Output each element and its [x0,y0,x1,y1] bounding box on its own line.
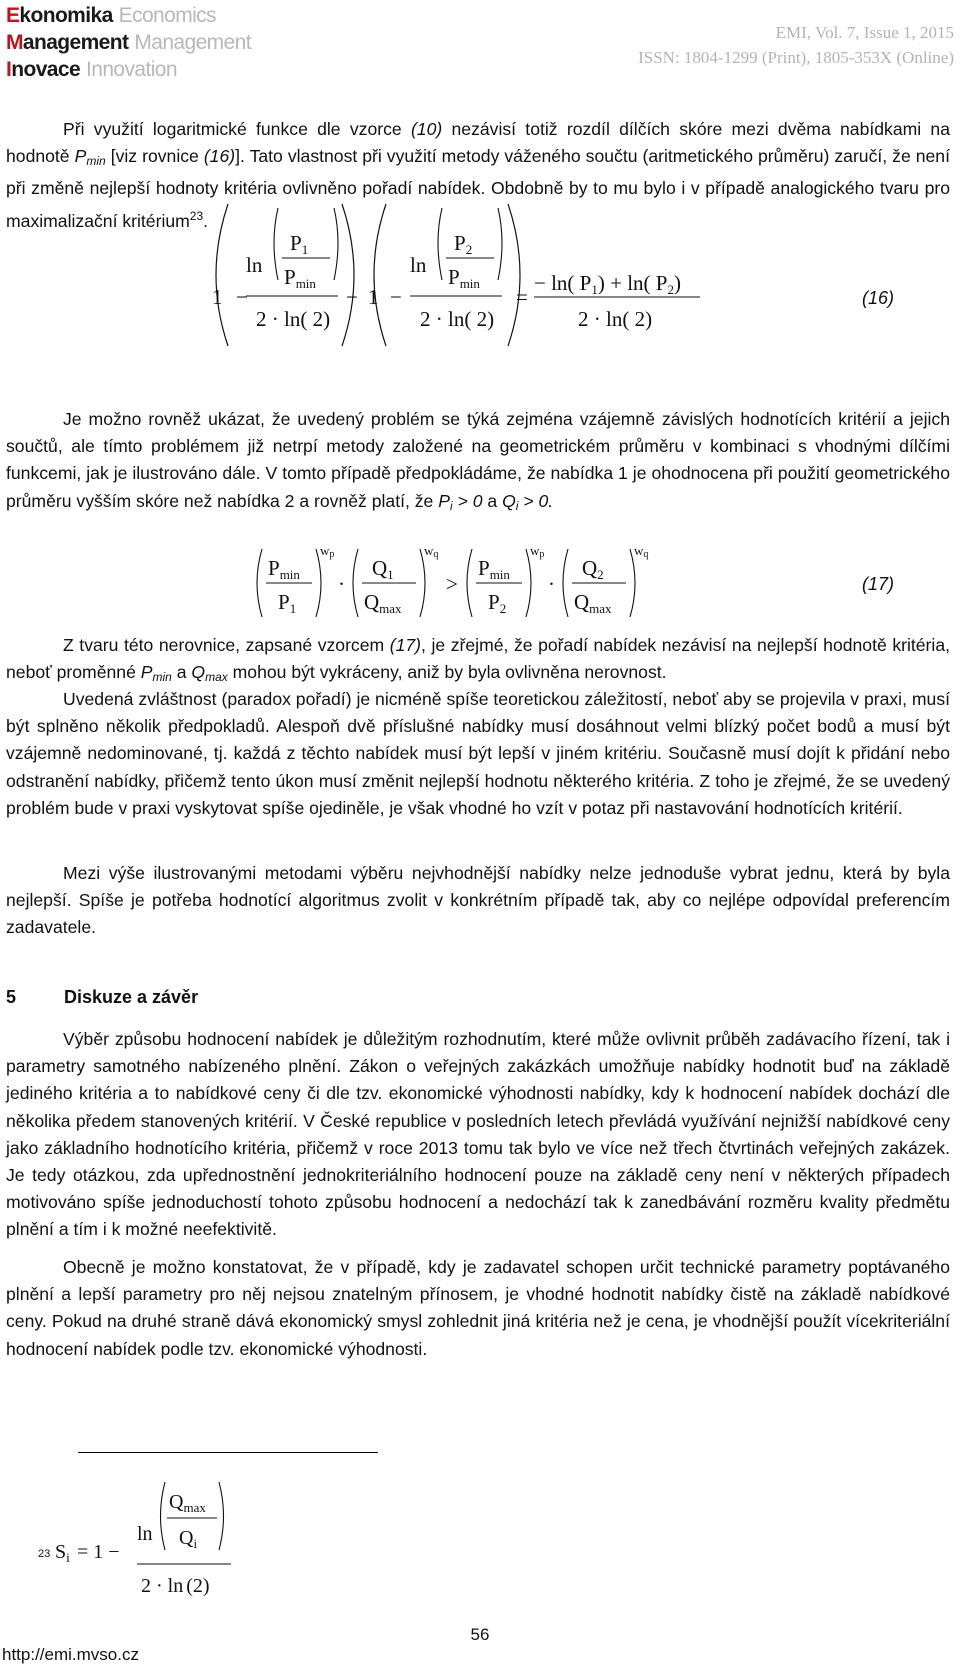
paragraph-methods: Mezi výše ilustrovanými metodami výběru nejvhodnější nabídky nelze jednoduše vybrat jednu, která by byla nejlepší. Spíše je potřeba hodnotící algoritmus zvolit v konkrétním případě tak, aby co nejlépe odpovídal preferencím zadavatele. [6,863,950,938]
masthead-en-management: Management [134,31,251,54]
journal-volume: EMI, Vol. 7, Issue 1, 2015 [775,23,954,42]
equation-17 [250,545,700,625]
eq16-rhs-numerator: − ln( P1) + ln( P2) [534,271,681,297]
ref-eq16: (16) [203,146,236,167]
eq17-dot-2: · [548,572,555,596]
footnote-equation [55,1478,295,1608]
masthead-en-innovation: Innovation [86,58,177,81]
eq16-equals: = [516,285,528,309]
eq17-wp-1: wp [320,545,335,560]
paragraph-log-function: Při využití logaritmické funkce dle vzorce (10) nezávisí totiž rozdíl dílčích skóre mezi dvěma nabídkami na hodnotě $P_{min}$ [viz rovnice (16)]. Tato vlastnost při využití metody váženého součtu (aritmetického průměru) zaručí, že není při změně nejlepší hodnoty kritéria ovlivněno pořadí nabídek. Obdobně by to mu bylo i v případě analogického tvaru pro maximalizační kritérium$^{23}$. [6,119,950,231]
section-number: 5 [6,987,17,1007]
eq16-minus-2: − [390,285,402,309]
eq16-pmin-2: Pmin [448,265,480,291]
eq16-rhs-den: 2 · ln( 2) [578,307,653,331]
masthead-cz-management: Management [6,31,129,54]
paragraph-geometric-mean: Je možno rovněž ukázat, že uvedený problém se týká zejména vzájemně závislých hodnotících kritérií a jejich součtů, ale tímto problémem již netrpí metody založené na geometrickém průměru v kombinaci s vhodnými dílčími funkcemi, jak je ilustrováno dále. V tomto případě předpokládáme, že nabídka 1 je ohodnocena při použití geometrického průměru vyšším skóre než nabídka 2 a rovněž platí, že $P_i > 0$ a $Q_i > 0$. [6,409,950,513]
fn-qi: $Q_i$ [179,1527,198,1551]
section-heading [6,987,198,1008]
eq17-wq-2: wq [634,545,649,560]
eq17-q2: Q2 [582,556,604,582]
equation-16 [190,200,910,350]
masthead-row-management [6,29,251,56]
eq17-p1: P1 [278,590,297,616]
ref-eq10: (10) [410,119,443,139]
page-number: 56 [470,1625,490,1644]
paragraph-conclusion: Obecně je možno konstatovat, že v případě, kdy je zadavatel schopen určit technické parametry poptávaného plnění a lepší parametry pro něj nejsou znatelným přínosem, je vhodné hodnotit nabídky čistě na základě nabídkové ceny. Pokud na druhé straně dává ekonomický smysl zohlednit jiná kritéria než je cena, je vhodnější použít vícekriteriální hodnocení nabídek podle tzv. ekonomické výhodnosti. [6,1257,950,1359]
masthead-cz-innovation: Inovace [6,58,81,81]
fn-ln: ln [137,1523,153,1545]
footnote-mark: 23 [38,1548,51,1560]
eq17-q1: Q1 [372,556,394,582]
eq16-ln-1: ln [246,253,263,277]
eq17-qmax-2: Qmax [574,590,612,616]
eq16-ln-2: ln [410,253,427,277]
journal-masthead [6,2,251,83]
eq17-wq-1: wq [424,545,439,560]
masthead-row-economics [6,2,251,29]
eq17-p2: P2 [488,590,507,616]
fn-den: 2 · ln (2) [141,1575,210,1597]
journal-info [638,20,954,70]
eq16-den-2: 2 · ln( 2) [420,307,495,331]
eq16-den-1: 2 · ln( 2) [256,307,331,331]
ref-eq17: (17) [389,635,422,655]
footer-url[interactable]: http://emi.mvso.cz [2,1645,139,1664]
eq16-minus-mid: − [346,285,358,309]
paragraph-inequality: Z tvaru této nerovnice, zapsané vzorcem (17), je zřejmé, že pořadí nabídek nezávisí na nejlepší hodnotě kritéria, neboť proměnné $P_{min}$ a $Q_{max}$ mohou být vykráceny, aniž by byla ovlivněna nerovnost. [6,635,950,685]
journal-issn: ISSN: 1804-1299 (Print), 1805-353X (Online) [638,48,954,67]
equation-number-16: (16) [862,288,895,308]
eq17-greater-than: > [446,572,458,596]
paragraph-evaluation: Výběr způsobu hodnocení nabídek je důležitým rozhodnutím, které může ovlivnit průběh zadávacího řízení, tak i parametry samotného nabízeného plnění. Zákon o veřejných zakázkách umožňuje nabídky hodnotit buď na základě jediného kritéria a to nabídkové ceny či dle tzv. ekonomické výhodnosti nabídky, kdy k hodnocení nabídek dochází dle několika předem stanovených kritérií. V České republice v posledních letech převládá využívání nejnižší nabídkové ceny jako základního hodnotícího kritéria, přičemž v roce 2013 tomu tak bylo ve více než třech čtvrtinách veřejných zakázek. Je tedy otázkou, zda upřednostnění jednokriteriálního hodnocení pouze na základě ceny není v některých případech motivováno spíše jednoduchostí tohoto způsobu hodnocení a nedochází tak k zanedbávání rozměru kvality předmětu plnění a tím i k možné neefektivitě. [6,1029,950,1240]
eq16-one-1: 1 [212,285,223,309]
footnote-ref-23[interactable]: 23 [189,208,204,223]
eq16-pmin-1: Pmin [284,265,316,291]
fn-si: $S_i$ [55,1541,70,1565]
eq16-p1: P1 [290,231,309,257]
eq17-pmin-1: Pmin [268,556,300,582]
masthead-cz-economics: Ekonomika [6,4,113,27]
eq17-dot-1: · [338,572,345,596]
masthead-row-innovation [6,56,251,83]
equation-number-17: (17) [862,574,895,594]
eq17-pmin-2: Pmin [478,556,510,582]
eq16-p2: P2 [454,231,473,257]
paragraph-paradox: Uvedená zvláštnost (paradox pořadí) je nicméně spíše teoretickou záležitostí, neboť aby se projevila v praxi, musí být splněno několik předpokladů. Alespoň dvě příslušné nabídky musí dosáhnout velmi blízký počet bodů a musí být vzájemně nedominované, tj. každá z těchto nabídek musí být lepší v jiném kritériu. Současně musí dojít k přidání nebo odstranění nabídky, přičemž tento úkon musí změnit nejlepší hodnotu některého kritéria. Z toho je zřejmé, že se uvedený problém bude v praxi vyskytovat spíše ojediněle, je však vhodné ho vzít v potaz při nastavování hodnotících kritérií. [6,689,950,818]
eq16-one-2: 1 [368,285,379,309]
eq17-qmax-1: Qmax [364,590,402,616]
masthead-en-economics: Economics [118,4,216,27]
footnote-rule [78,1452,378,1453]
fn-equals: = 1 − [77,1541,120,1563]
eq17-wp-2: wp [530,545,545,560]
eq16-minus-1: − [236,285,248,309]
section-title: Diskuze a závěr [64,987,199,1007]
fn-qmax: $Q_{max}$ [169,1491,206,1515]
